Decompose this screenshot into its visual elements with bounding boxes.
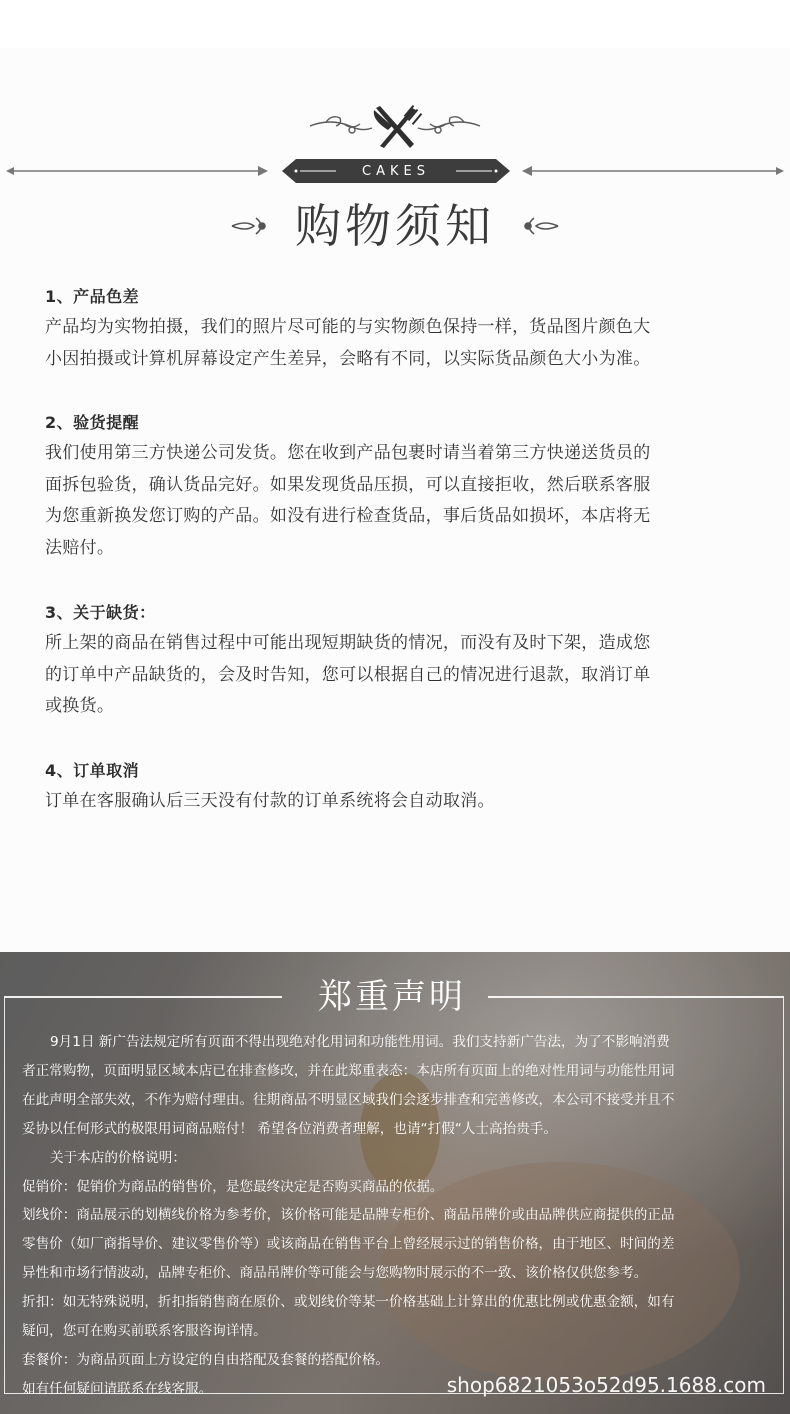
section-line: 我们使用第三方快递公司发货。您在收到产品包裹时请当着第三方快递送货员的 <box>45 443 651 463</box>
declaration-line: 妥协以任何形式的极限用词商品赔付！ 希望各位消费者理解，也请“打假“人士高抬贵手。 <box>22 1120 557 1137</box>
declaration-line: 疑问，您可在购买前联系客服咨询详情。 <box>22 1323 267 1340</box>
price-note-heading: 关于本店的价格说明： <box>50 1149 186 1166</box>
section-title: 4、订单取消 <box>45 761 140 780</box>
section-line: 所上架的商品在销售过程中可能出现短期缺货的情况，而没有及时下架，造成您 <box>45 633 651 653</box>
declaration-line: 9月1日 新广告法规定所有页面不得出现绝对化用词和功能性用词。我们支持新广告法，为了不影响消费 <box>50 1034 670 1050</box>
declaration-line: 异性和市场行情波动，品牌专柜价、商品吊牌价等可能会与您购物时展示的不一致、该价格仅供您参考。 <box>22 1265 648 1282</box>
section-line: 法赔付。 <box>45 537 115 558</box>
section-line: 的订单中产品缺货的，会及时告知，您可以根据自己的情况进行退款，取消订单 <box>45 664 651 685</box>
fork-knife-icon <box>374 105 422 148</box>
section-line: 或换货。 <box>45 696 115 716</box>
declaration-line: 折扣：如无特殊说明，折扣指销售商在原价、或划线价等某一价格基础上计算出的优惠比例或优惠金额，如有 <box>22 1294 675 1311</box>
declaration-line: 如有任何疑问请联系在线客服。 <box>22 1380 213 1397</box>
arrow-line-icon <box>6 166 268 176</box>
section-title: 2、验货提醒 <box>45 413 140 432</box>
shop-url-watermark: shop6821053o52d95.1688.com <box>446 1373 766 1397</box>
title-divider-left <box>4 996 282 998</box>
notice-section-order-cancel <box>45 756 755 818</box>
flourish-icon <box>310 117 372 133</box>
section-line: 产品均为实物拍摄，我们的照片尽可能的与实物颜色保持一样，货品图片颜色大 <box>45 317 651 337</box>
declaration-line: 促销价：促销价为商品的销售价，是您最终决定是否购买商品的依据。 <box>22 1178 444 1195</box>
declaration-line: 划线价：商品展示的划横线价格为参考价，该价格可能是品牌专柜价、商品吊牌价或由品牌供应商提供的正品 <box>22 1207 675 1224</box>
arrow-line-icon <box>522 166 784 176</box>
declaration-title: 郑重声明 <box>318 977 466 1017</box>
section-line: 小因拍摄或计算机屏幕设定产生差异，会略有不同，以实际货品颜色大小为准。 <box>45 348 651 369</box>
declaration-line: 者正常购物，页面明显区域本店已在排查修改，并在此郑重表态：本店所有页面上的绝对性用词与功能性用词 <box>22 1062 675 1079</box>
section-body <box>45 786 755 818</box>
section-body <box>45 312 755 375</box>
notice-section-color-difference <box>45 282 755 375</box>
section-body <box>45 438 755 564</box>
section-line: 面拆包验货，确认货品完好。如果发现货品压损，可以直接拒收，然后联系客服 <box>45 474 651 495</box>
section-title: 1、产品色差 <box>45 287 140 306</box>
notice-section-inspection <box>45 408 755 564</box>
notice-section-out-of-stock <box>45 598 755 723</box>
declaration-line: 套餐价：为商品页面上方设定的自由搭配及套餐的搭配价格。 <box>22 1351 390 1368</box>
title-divider-right <box>488 996 784 998</box>
declaration-section <box>0 952 790 1414</box>
section-line: 订单在客服确认后三天没有付款的订单系统将会自动取消。 <box>45 791 495 811</box>
cakes-badge-label: CAKES <box>362 164 430 179</box>
declaration-body <box>22 1028 772 1404</box>
declaration-line: 零售价（如厂商指导价、建议零售价等）或该商品在销售平台上曾经展示过的销售价格，由于地区、时间的差 <box>22 1236 675 1253</box>
section-body <box>45 628 755 723</box>
page-title: 购物须知 <box>295 199 495 253</box>
section-line: 为您重新换发您订购的产品。如没有进行检查货品，事后货品如损坏，本店将无 <box>45 506 651 526</box>
section-title: 3、关于缺货： <box>45 603 156 622</box>
declaration-line: 在此声明全部失效，不作为赔付理由。往期商品不明显区域我们会逐步排查和完善修改，本公司不接受并且不 <box>22 1091 675 1108</box>
cakes-badge <box>282 160 510 184</box>
flourish-icon <box>418 117 480 133</box>
